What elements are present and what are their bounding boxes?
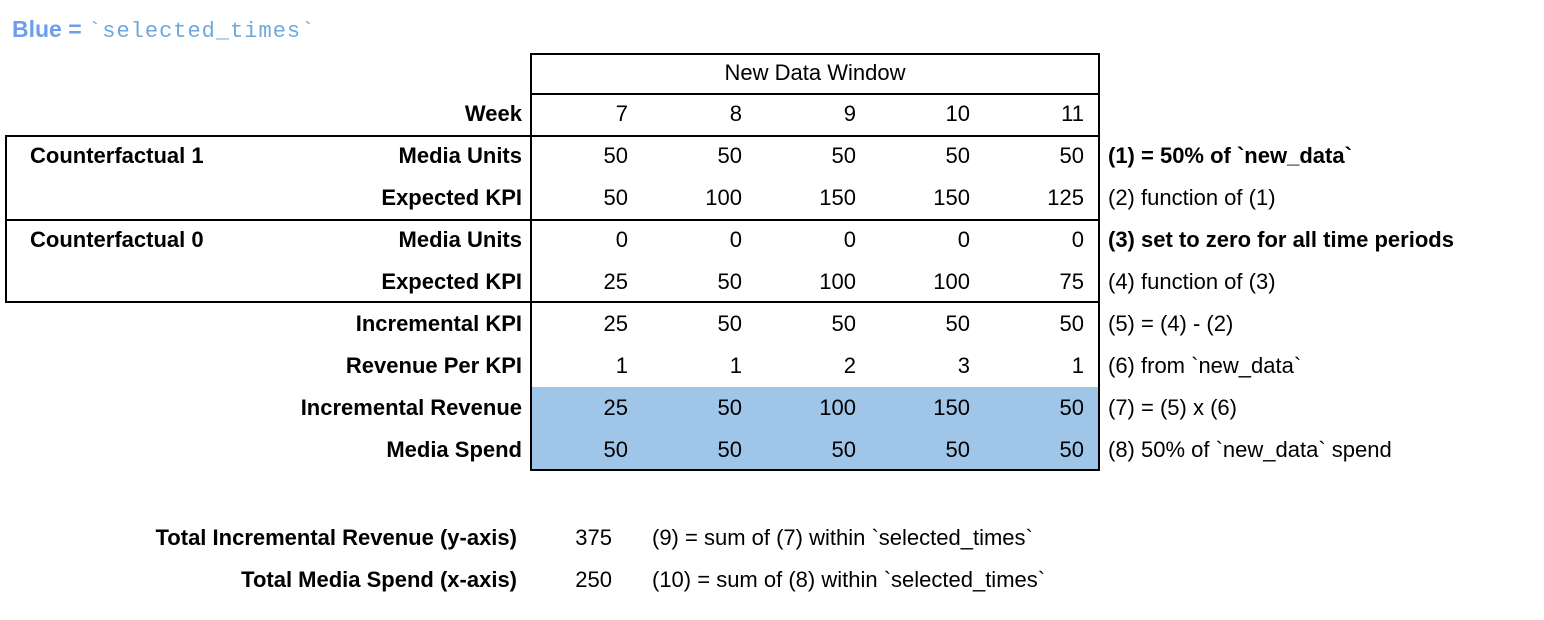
row-label-incremental-kpi: Incremental KPI <box>355 311 522 336</box>
row-label-media-units-cf1: Media Units <box>398 143 522 168</box>
annotation-7: (7) = (5) x (6) <box>1108 395 1237 420</box>
table-cell: 75 <box>1059 269 1084 294</box>
table-cell: 50 <box>1059 437 1084 462</box>
row-label-revenue-per-kpi: Revenue Per KPI <box>345 353 522 378</box>
week-number: 11 <box>1061 101 1084 126</box>
table-cell: 1 <box>729 353 742 378</box>
table-cell: 50 <box>717 437 742 462</box>
table-cell: 25 <box>603 311 628 336</box>
table-cell: 150 <box>819 185 856 210</box>
annotation-1: (1) = 50% of `new_data` <box>1108 143 1352 168</box>
counterfactual-0-label: Counterfactual 0 <box>30 227 204 252</box>
table-row <box>530 219 1100 261</box>
table-cell: 0 <box>615 227 628 252</box>
counterfactual-1-label: Counterfactual 1 <box>30 143 204 168</box>
annotation-3: (3) set to zero for all time periods <box>1108 227 1454 252</box>
table-cell: 2 <box>843 353 856 378</box>
table-cell: 50 <box>945 311 970 336</box>
table-cell: 25 <box>603 395 628 420</box>
table-cell: 100 <box>933 269 970 294</box>
annotation-2: (2) function of (1) <box>1108 185 1276 210</box>
table-cell: 50 <box>603 185 628 210</box>
table-cell: 50 <box>717 143 742 168</box>
week-number: 10 <box>945 101 970 126</box>
table-cell: 50 <box>831 143 856 168</box>
week-row-label: Week <box>464 101 522 126</box>
total-media-spend-value: 250 <box>575 567 612 592</box>
row-label-incremental-revenue: Incremental Revenue <box>300 395 522 420</box>
table-cell: 100 <box>819 269 856 294</box>
table-row-highlighted <box>530 429 1100 471</box>
row-label-media-units-cf0: Media Units <box>398 227 522 252</box>
table-cell: 50 <box>945 437 970 462</box>
table-row <box>530 261 1100 303</box>
table-cell: 125 <box>1047 185 1084 210</box>
table-row <box>530 177 1100 219</box>
total-incremental-revenue-label: Total Incremental Revenue (y-axis) <box>155 525 517 550</box>
annotation-4: (4) function of (3) <box>1108 269 1276 294</box>
table-cell: 50 <box>717 395 742 420</box>
annotation-10: (10) = sum of (8) within `selected_times` <box>652 567 1046 592</box>
annotation-8: (8) 50% of `new_data` spend <box>1108 437 1392 462</box>
table-cell: 25 <box>603 269 628 294</box>
total-incremental-revenue-value: 375 <box>575 525 612 550</box>
annotation-6: (6) from `new_data` <box>1108 353 1302 378</box>
table-cell: 3 <box>957 353 970 378</box>
table-cell: 0 <box>957 227 970 252</box>
figure-legend <box>12 14 315 47</box>
week-numbers-row <box>530 93 1100 135</box>
table-cell: 50 <box>717 269 742 294</box>
total-media-spend-label: Total Media Spend (x-axis) <box>241 567 517 592</box>
table-cell: 1 <box>1071 353 1084 378</box>
table-cell: 100 <box>705 185 742 210</box>
week-number: 7 <box>615 101 628 126</box>
table-cell: 150 <box>933 185 970 210</box>
annotation-9: (9) = sum of (7) within `selected_times` <box>652 525 1033 550</box>
table-cell: 0 <box>729 227 742 252</box>
week-number: 9 <box>843 101 856 126</box>
row-label-expected-kpi-cf0: Expected KPI <box>381 269 522 294</box>
table-cell: 50 <box>603 437 628 462</box>
week-number: 8 <box>729 101 742 126</box>
row-label-media-spend: Media Spend <box>386 437 522 462</box>
annotation-5: (5) = (4) - (2) <box>1108 311 1234 336</box>
table-cell: 50 <box>831 311 856 336</box>
table-row-highlighted <box>530 387 1100 429</box>
table-cell: 150 <box>933 395 970 420</box>
new-data-window-header: New Data Window <box>724 60 906 85</box>
table-row <box>530 303 1100 345</box>
table-cell: 50 <box>831 437 856 462</box>
legend-blue-label: Blue = <box>12 16 89 42</box>
table-cell: 50 <box>717 311 742 336</box>
table-cell: 0 <box>843 227 856 252</box>
table-cell: 1 <box>615 353 628 378</box>
table-cell: 100 <box>819 395 856 420</box>
legend-selected-times-code: `selected_times` <box>88 19 316 44</box>
table-row <box>530 135 1100 177</box>
row-label-expected-kpi-cf1: Expected KPI <box>381 185 522 210</box>
table-row <box>530 345 1100 387</box>
table-cell: 50 <box>1059 311 1084 336</box>
table-cell: 50 <box>945 143 970 168</box>
table-cell: 50 <box>1059 395 1084 420</box>
table-cell: 50 <box>1059 143 1084 168</box>
table-cell: 0 <box>1071 227 1084 252</box>
table-cell: 50 <box>603 143 628 168</box>
